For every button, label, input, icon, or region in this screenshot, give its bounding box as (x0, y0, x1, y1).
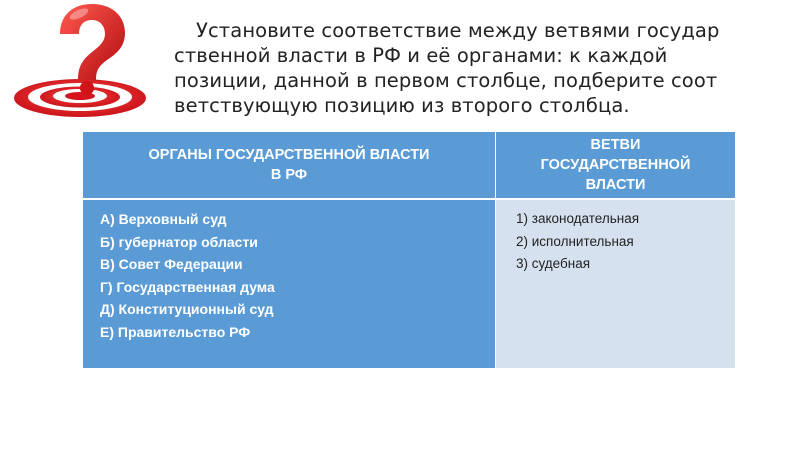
matching-table (83, 132, 735, 368)
header-text: ГОСУДАРСТВЕННОЙ (540, 157, 691, 173)
task-line: позиции, данной в первом столбце, подберите соот (174, 69, 718, 92)
list-item: 1) законодательная (516, 211, 640, 226)
header-text: ВЛАСТИ (585, 177, 646, 193)
task-line: Установите соответствие между ветвями государ (196, 19, 720, 42)
header-text: ВЕТВИ (590, 137, 641, 153)
header-branches (496, 132, 735, 198)
list-item: Д) Конституционный суд (100, 301, 274, 318)
task-line: ственной власти в РФ и её органами: к каждой (174, 44, 668, 67)
question-mark-target-icon (12, 0, 180, 118)
list-item: А) Верховный суд (100, 211, 227, 227)
branches-list (496, 198, 735, 368)
header-text: ОРГАНЫ ГОСУДАРСТВЕННОЙ ВЛАСТИ (148, 147, 430, 163)
list-item: В) Совет Федерации (100, 256, 243, 273)
list-item: Е) Правительство РФ (100, 323, 251, 340)
list-item: Б) губернатор области (100, 233, 258, 250)
header-bodies (83, 132, 496, 198)
list-item: Г) Государственная дума (100, 278, 275, 295)
task-text (174, 18, 744, 118)
bodies-list (83, 198, 496, 368)
list-item: 2) исполнительная (516, 233, 634, 249)
list-item: 3) судебная (516, 256, 591, 272)
header-text: В РФ (270, 167, 308, 183)
task-line: ветствующую позицию из второго столбца. (174, 94, 630, 117)
